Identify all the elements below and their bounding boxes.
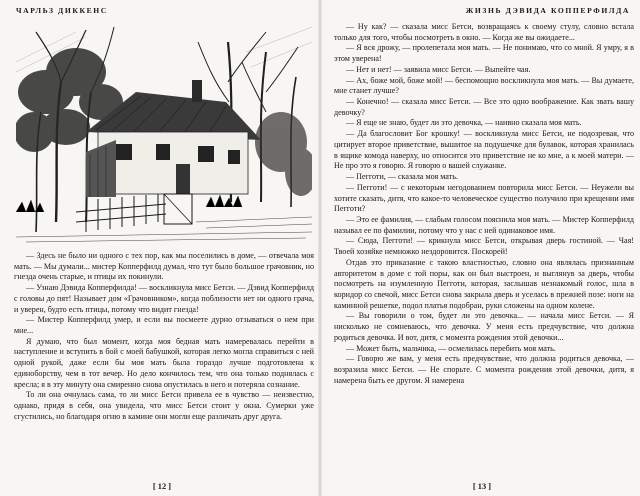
paragraph: — Конечно! — сказала мисс Бетси. — Все это одно воображение. Как звать вашу девочку? xyxy=(334,97,634,117)
left-page-text xyxy=(14,251,314,423)
paragraph: — Пегготи, — сказала моя мать. xyxy=(346,172,458,182)
paragraph: — Узнаю Дэвида Копперфилда! — воскликнула мисс Бетси. — Дэвид Копперфилд с головы до пят! Называет дом «Грачовником», когда поблизости нет ни одного грача, и уверен, будто есть птицы, потому что видит гнезда! xyxy=(14,283,314,314)
cottage-engraving-image xyxy=(16,22,312,248)
paragraph: — Я еще не знаю, будет ли это девочка, — наивно сказала моя мать. xyxy=(346,118,582,128)
left-page xyxy=(10,0,314,496)
paragraph: — Да благословит Бог крошку! — воскликнула мисс Бетси, не подозревая, что цитирует второе приветствие, вышитое на подушечке для булавок, которая хранилась в ящике комода наверху, но относится это приветствие не ко мне, а к моей матери. — Не про это я говорю. Я говорю о вашей служанке. xyxy=(334,129,634,171)
paragraph: То ли она очнулась сама, то ли мисс Бетси привела ее в чувство — неизвестно, однако, придя в себя, она увидела, что мисс Бетси стоит у окна. Сумерки уже сгустились, но благодаря огню в камине они могли еще различать друг друга. xyxy=(14,390,314,421)
paragraph: Я думаю, что был момент, когда моя бедная мать намеревалась перейти в наступление и вступить в бой с моей бабушкой, которая легко могла справиться с ней одной рукой, даже если бы моя мать была гораздо лучше подготовлена к единоборству, чем в тот вечер. Но дело кончилось тем, что она только поднялась с кресла; я в эту минуту она смиренно снова опустилась в него и потеряла сознание. xyxy=(14,336,314,389)
paragraph: — Мистер Копперфилд умер, и если вы посмеете дурно отзываться о нем при мне... xyxy=(14,315,314,336)
right-page xyxy=(330,0,634,496)
paragraph: Отдав это приказание с такою властностью, словно она являлась признанным авторитетом в доме с той поры, как он был выстроен, и выглянув за дверь, чтобы посмотреть на изумленную Пегготи, которая, заслышав незнакомый голос, шла в коридор со свечой, мисс Бетси снова закрыла дверь и уселась в прежней позе: ноги на каминной решетке, подол платья подобран, руки сложены на одном колене. xyxy=(334,257,634,310)
paragraph: — Нет и нет! — заявила мисс Бетси. — Выпейте чая. xyxy=(346,64,531,74)
running-head-author: ЧАРЛЬЗ ДИККЕНС xyxy=(16,6,108,15)
right-page-text xyxy=(334,22,634,386)
page-number-left: [ 12 ] xyxy=(152,482,172,491)
paragraph: — Пегготи! — с некоторым негодованием повторила мисс Бетси. — Неужели вы хотите сказать, дитя, что какое-то человеческое существо получило при крещении имя Пегготи? xyxy=(334,182,634,214)
paragraph: — Может быть, мальчика, — осмелилась перебить моя мать. xyxy=(346,343,556,353)
paragraph: — Говорю же вам, у меня есть предчувствие, что должна родиться девочка, — возразила мисс Бетси. — Не спорьте. С момента рождения этой девочки, дитя, я намерена быть ее другом. Я намерена xyxy=(334,354,634,385)
paragraph: — Вы говорили о том, будет ли это девочка... — начала мисс Бетси. — Я нисколько не сомневаюсь, что девочка. У меня есть предчувствие, что должна родиться девочка. И вот, дитя, с момента рождения этой девочки... xyxy=(334,311,634,342)
paragraph: — Ах, боже мой, боже мой! — беспомощно воскликнула моя мать. — Вы думаете, мне станет лучше? xyxy=(334,75,634,96)
paragraph: — Я вся дрожу, — пролепетала моя мать. — Не понимаю, что со мной. Я умру, я в этом уверена! xyxy=(334,43,634,64)
paragraph: — Здесь не было ни одного с тех пор, как мы поселились в доме, — отвечала моя мать. — Мы думали... мистер Копперфилд думал, что тут было большое грачовник, но гнезда очень старые, и птицы их покинули. xyxy=(14,251,314,282)
running-head-title: ЖИЗНЬ ДЭВИДА КОППЕРФИЛДА xyxy=(465,6,630,15)
paragraph: — Ну как? — сказала мисс Бетси, возвращаясь к своему стулу, словно встала только для того, чтобы посмотреть в окно. — Когда же вы ожидаете... xyxy=(334,22,634,42)
cottage-illustration xyxy=(16,22,312,248)
paragraph: — Сюда, Пегготи! — крикнула мисс Бетси, открывая дверь гостиной. — Чая! Твоей хозяйке немножко нездоровится. Поскорей! xyxy=(334,236,634,257)
page-number-right: [ 13 ] xyxy=(472,482,492,491)
book-gutter xyxy=(318,0,322,496)
paragraph: — Это ее фамилия, — слабым голосом пояснила моя мать. — Мистер Копперфилд называл ее по фамилии, потому что у нас с ней одинаковое имя. xyxy=(334,214,634,235)
